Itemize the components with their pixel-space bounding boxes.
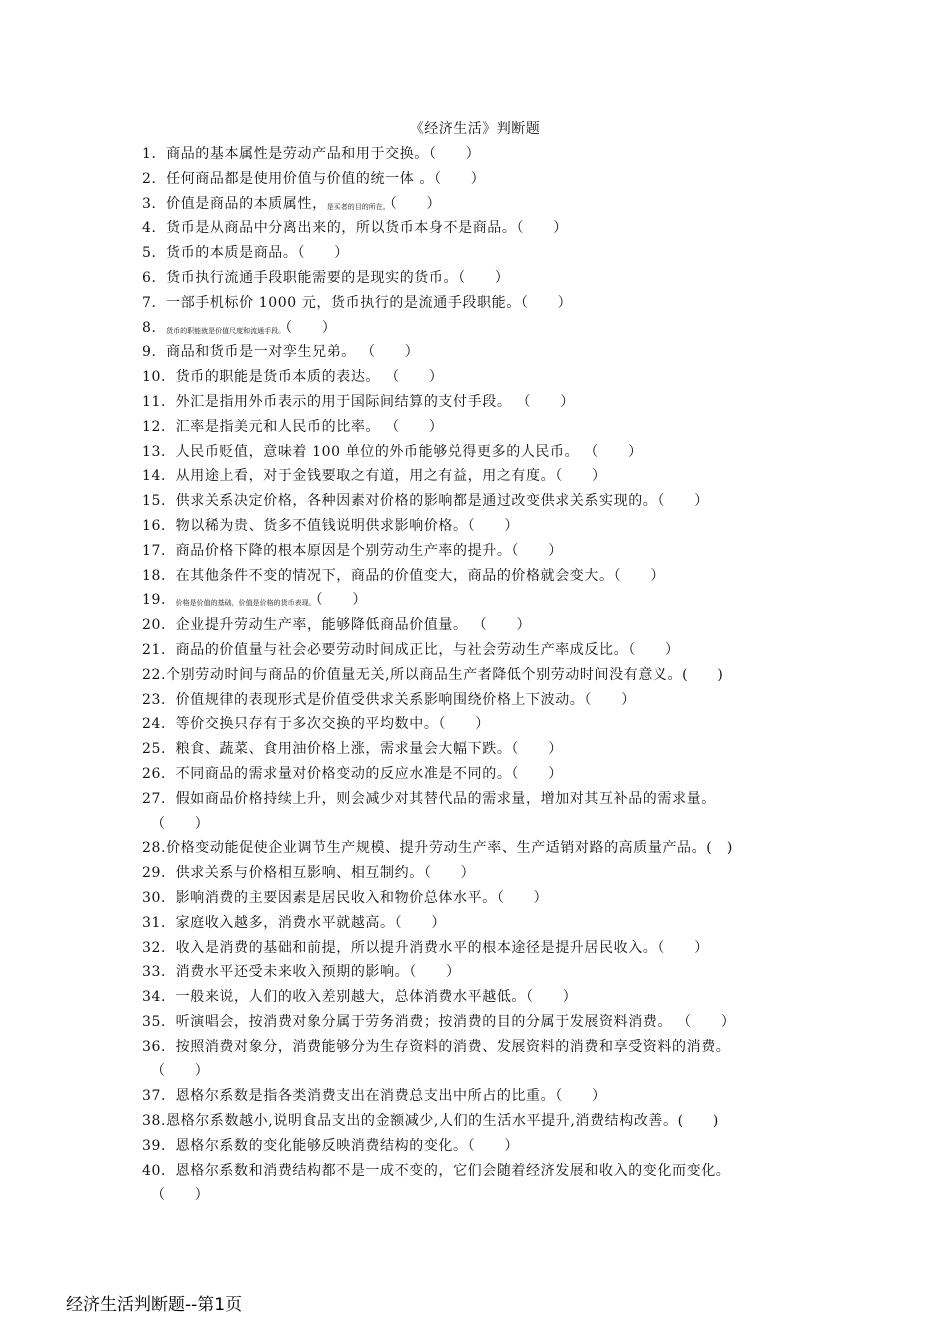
question-item bbox=[142, 539, 822, 564]
question-small-text: 货币的职能就是价值尺度和流通手段。 bbox=[166, 326, 286, 335]
question-text: 39．恩格尔系数的变化能够反映消费结构的变化。（ ） bbox=[142, 1137, 520, 1154]
question-text: 34．一般来说，人们的收入差别越大，总体消费水平越低。（ ） bbox=[142, 989, 578, 1006]
answer-blank: （ ） bbox=[151, 1187, 210, 1204]
question-text: 20．企业提升劳动生产率，能够降低商品价值量。 （ ） bbox=[142, 617, 532, 634]
question-item bbox=[142, 861, 822, 886]
question-item bbox=[142, 638, 822, 663]
question-text: 24．等价交换只存有于多次交换的平均数中。（ ） bbox=[142, 716, 490, 733]
question-item bbox=[142, 688, 822, 713]
question-text: 25．粮食、蔬菜、食用油价格上涨，需求量会大幅下跌。（ ） bbox=[142, 741, 563, 758]
question-item bbox=[142, 440, 822, 465]
question-item bbox=[142, 737, 822, 762]
question-item bbox=[142, 241, 822, 266]
answer-blank: （ ） bbox=[151, 815, 210, 832]
question-text: 12．汇率是指美元和人民币的比率。 （ ） bbox=[142, 418, 444, 435]
question-item bbox=[142, 1035, 822, 1085]
question-item bbox=[142, 762, 822, 787]
question-text: 17．商品价格下降的根本原因是个别劳动生产率的提升。（ ） bbox=[142, 542, 563, 559]
question-item bbox=[142, 936, 822, 961]
question-text: 15．供求关系决定价格，各种因素对价格的影响都是通过改变供求关系实现的。（ ） bbox=[142, 493, 709, 510]
answer-blank: （ ） bbox=[285, 319, 337, 336]
question-item bbox=[142, 291, 822, 316]
question-text: 33．消费水平还受未来收入预期的影响。（ ） bbox=[142, 964, 461, 981]
question-list bbox=[142, 142, 822, 1208]
question-text: 29．供求关系与价格相互影响、相互制约。（ ） bbox=[142, 865, 476, 882]
question-item bbox=[142, 588, 822, 613]
question-text: 37．恩格尔系数是指各类消费支出在消费总支出中所占的比重。（ ） bbox=[142, 1088, 607, 1105]
question-item bbox=[142, 886, 822, 911]
question-item bbox=[142, 365, 822, 390]
question-item bbox=[142, 613, 822, 638]
question-text: 38.恩格尔系数越小,说明食品支出的金额减少,人们的生活水平提升,消费结构改善。( ) bbox=[142, 1113, 719, 1130]
question-item bbox=[142, 489, 822, 514]
question-item bbox=[142, 390, 822, 415]
question-item bbox=[142, 985, 822, 1010]
question-text: 5．货币的本质是商品。（ ） bbox=[142, 245, 349, 262]
question-item bbox=[142, 787, 822, 837]
question-text: 40．恩格尔系数和消费结构都不是一成不变的，它们会随着经济发展和收入的变化而变化。 bbox=[142, 1162, 731, 1179]
question-text: 28.价格变动能促使企业调节生产规模、提升劳动生产率、生产适销对路的高质量产品。( ) bbox=[142, 840, 733, 857]
question-text: 36．按照消费对象分，消费能够分为生存资料的消费、发展资料的消费和享受资料的消费。 bbox=[142, 1038, 731, 1055]
question-text: 13．人民币贬值，意味着 100 单位的外币能够兑得更多的人民币。 （ ） bbox=[142, 443, 643, 460]
question-text: 3．价值是商品的本质属性， bbox=[142, 195, 327, 212]
question-text: 35．听演唱会，按消费对象分属于劳务消费；按消费的目的分属于发展资料消费。 （ ） bbox=[142, 1013, 736, 1030]
question-item bbox=[142, 1084, 822, 1109]
question-item bbox=[142, 1159, 822, 1209]
question-item bbox=[142, 1010, 822, 1035]
question-item bbox=[142, 836, 822, 861]
question-text: 6．货币执行流通手段职能需要的是现实的货币。（ ） bbox=[142, 269, 510, 286]
question-item bbox=[142, 340, 822, 365]
question-item bbox=[142, 415, 822, 440]
question-item bbox=[142, 142, 822, 167]
question-text: 1．商品的基本属性是劳动产品和用于交换。（ ） bbox=[142, 146, 481, 162]
question-item bbox=[142, 712, 822, 737]
page-title: 《经济生活》判断题 bbox=[409, 121, 541, 137]
question-text: 11．外汇是指用外币表示的用于国际间结算的支付手段。 （ ） bbox=[142, 393, 575, 410]
question-small-text: 价格是价值的基础，价值是价格的货币表现。 bbox=[175, 599, 316, 608]
question-text: 8． bbox=[142, 319, 167, 336]
question-text: 21．商品的价值量与社会必要劳动时间成正比，与社会劳动生产率成反比。（ ） bbox=[142, 641, 680, 658]
question-text: 9．商品和货币是一对孪生兄弟。 （ ） bbox=[142, 344, 420, 361]
answer-blank: （ ） bbox=[151, 1063, 210, 1080]
question-text: 16．物以稀为贵、货多不值钱说明供求影响价格。（ ） bbox=[142, 517, 520, 534]
question-item bbox=[142, 316, 822, 341]
page-footer: 经济生活判断题--第1页 bbox=[66, 1295, 243, 1315]
question-item bbox=[142, 564, 822, 589]
question-small-text: 是买者的目的所在。 bbox=[326, 202, 390, 211]
question-text: 32．收入是消费的基础和前提，所以提升消费水平的根本途径是提升居民收入。（ ） bbox=[142, 939, 709, 956]
question-item bbox=[142, 266, 822, 291]
answer-blank: （ ） bbox=[315, 592, 368, 609]
question-text: 27．假如商品价格持续上升，则会减少对其替代品的需求量，增加对其互补品的需求量。 bbox=[142, 790, 716, 807]
question-item bbox=[142, 663, 822, 688]
question-text: 14．从用途上看，对于金钱要取之有道，用之有益，用之有度。（ ） bbox=[142, 468, 607, 485]
question-item bbox=[142, 1109, 822, 1134]
question-item bbox=[142, 192, 822, 217]
question-text: 22.个别劳动时间与商品的价值量无关,所以商品生产者降低个别劳动时间没有意义。( ) bbox=[142, 666, 724, 683]
question-text: 31．家庭收入越多，消费水平就越高。（ ） bbox=[142, 914, 447, 931]
question-text: 10．货币的职能是货币本质的表达。 （ ） bbox=[142, 369, 444, 386]
question-item bbox=[142, 911, 822, 936]
question-item bbox=[142, 960, 822, 985]
question-text: 23．价值规律的表现形式是价值受供求关系影响围绕价格上下波动。（ ） bbox=[142, 691, 636, 708]
question-item bbox=[142, 216, 822, 241]
question-text: 2．任何商品都是使用价值与价值的统一体 。（ ） bbox=[142, 170, 486, 187]
question-text: 19． bbox=[142, 592, 176, 609]
question-item bbox=[142, 1134, 822, 1159]
question-text: 7．一部手机标价 1000 元，货币执行的是流通手段职能。（ ） bbox=[142, 294, 573, 311]
question-text: 4．货币是从商品中分离出来的，所以货币本身不是商品。（ ） bbox=[142, 220, 568, 237]
answer-blank: （ ） bbox=[389, 195, 442, 212]
question-text: 18．在其他条件不变的情况下，商品的价值变大，商品的价格就会变大。（ ） bbox=[142, 567, 666, 584]
question-text: 30．影响消费的主要因素是居民收入和物价总体水平。（ ） bbox=[142, 889, 549, 906]
question-item bbox=[142, 167, 822, 192]
question-text: 26．不同商品的需求量对价格变动的反应水准是不同的。（ ） bbox=[142, 765, 563, 782]
question-item bbox=[142, 514, 822, 539]
question-item bbox=[142, 464, 822, 489]
